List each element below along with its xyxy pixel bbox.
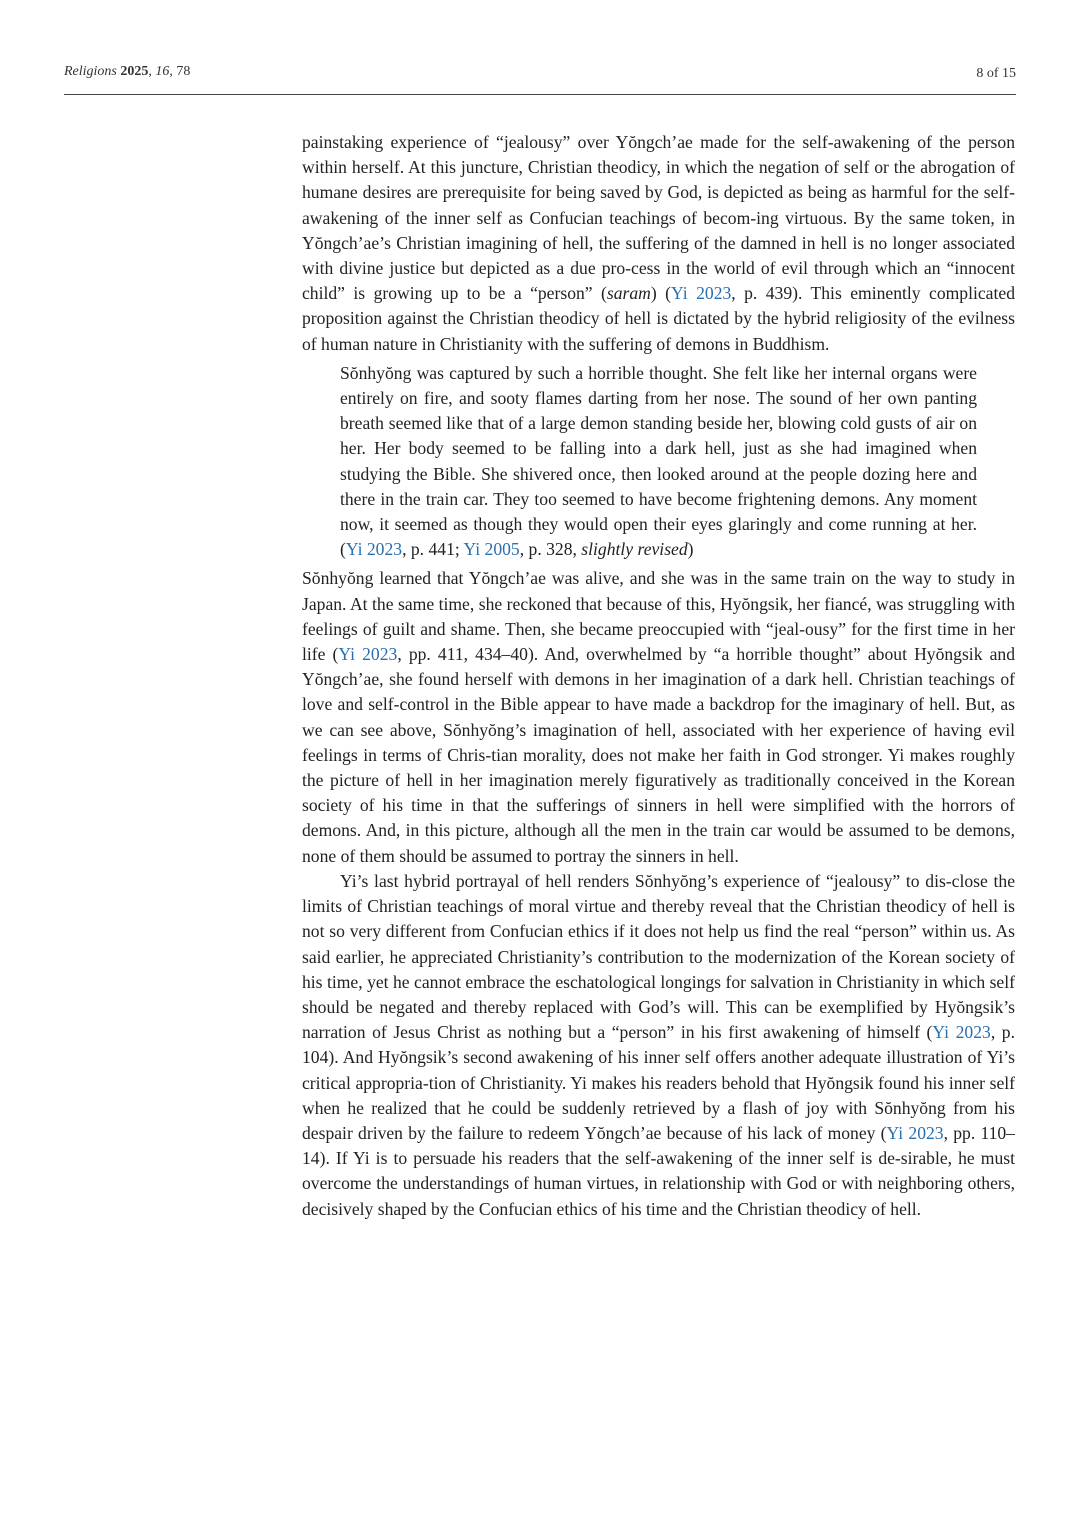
article-body <box>302 130 1015 1222</box>
block-quote <box>340 361 977 563</box>
paragraph-3 <box>302 869 1015 1222</box>
paragraph-text: painstaking experience of “jealousy” over Yŏngch’ae made for the self-awakening of the person within herself. At this juncture, Christian theodicy, in which the negation of self or the abrogation of humane desires are prerequisite for being saved by God, is depicted as being as harmful for the self-awakening of the inner self as Confucian teachings of becom-ing virtuous. By the same token, in Yŏngch’ae’s Christian imagining of hell, the suffering of the damned in hell is no longer associated with divine justice but depicted as a due pro-cess in the world of evil through which an “innocent child” is growing up to be a “person” ( <box>302 132 1015 304</box>
paragraph-text: Sŏnhyŏng learned that Yŏngch’ae was alive, and she was in the same train on the way to study in Japan. At the same time, she reckoned that because of this, Hyŏngsik, her fiancé, was struggling with feelings of guilt and shame. Then, she became preoccupied with “jeal-ousy” for the first time in her life ( <box>302 568 1015 665</box>
citation-link[interactable]: Yi 2023 <box>671 283 732 304</box>
paragraph-text: , p. 104). And Hyŏngsik’s second awakening of his inner self offers another adequate illustration of Yi’s critical appropria-tion of Christianity. Yi makes his readers behold that Hyŏngsik found his inner self when he realized that he could be suddenly retrieved by a flash of joy with Sŏnhyŏng from his despair driven by the failure to redeem Yŏngch’ae because of his lack of money ( <box>302 1022 1015 1143</box>
paragraph-1 <box>302 130 1015 357</box>
paragraph-text: , pp. 411, 434–40). And, overwhelmed by “a horrible thought” about Hyŏngsik and Yŏngch’ae, she found herself with demons in her imagination of a dark hell. Christian teachings of love and self-control in the Bible appear to have made a backdrop for the imaginary of hell. But, as we can see above, Sŏnhyŏng’s imagination of hell, associated with her experience of having evil feelings in terms of Chris-tian morality, does not make her faith in God stronger. Yi makes roughly the picture of hell in her imagination merely figuratively as traditionally conceived in the Korean society of his time in that the sufferings of sinners in hell were simplified with the horrors of demons. And, in this picture, although all the men in the train car would be assumed to be demons, none of them should be assumed to portray the sinners in hell. <box>302 644 1015 866</box>
citation-link[interactable]: Yi 2023 <box>345 539 403 560</box>
quote-text: ) <box>687 539 694 560</box>
italic-note: slightly revised <box>581 539 688 560</box>
italic-term: saram <box>606 283 651 304</box>
paragraph-text: , pp. 110–14). If Yi is to persuade his readers that the self-awakening of the inner self is de-sirable, he must overcome the understandings of human virtues, in relationship with God or with neighboring others, decisively shaped by the Confucian ethics of his time and the Christian theodicy of hell. <box>302 1122 1015 1219</box>
paragraph-text: ) ( <box>650 283 672 304</box>
quote-text: , p. 441; <box>402 539 464 560</box>
citation-link[interactable]: Yi 2023 <box>932 1022 991 1043</box>
journal-volume: 16 <box>155 64 170 79</box>
journal-article: 78 <box>176 64 191 79</box>
page-number: 8 of 15 <box>976 66 1016 81</box>
quote-text: , p. 328, <box>519 539 582 560</box>
paragraph-text: Yi’s last hybrid portrayal of hell renders Sŏnhyŏng’s experience of “jealousy” to dis-close the limits of Christian teachings of moral virtue and thereby reveal that the Christian theodicy of hell is not so very different from Confucian ethics if it does not help us find the real “person” within us. As said earlier, he appreciated Christianity’s contribution to the modernization of the Korean society of his time, yet he cannot embrace the eschatological longings for salvation in Christianity in which self should be negated and thereby replaced with God’s will. This can be exemplified by Hyŏngsik’s narration of Jesus Christ as nothing but a “person” in his first awakening of himself ( <box>302 870 1015 1043</box>
paragraph-text: , p. 439). This eminently complicated proposition against the Christian theodicy of hell is dictated by the hybrid religiosity of the evilness of human nature in Christianity with the suffering of demons in Buddhism. <box>302 283 1015 354</box>
quote-text: Sŏnhyŏng was captured by such a horrible thought. She felt like her internal organs were entirely on fire, and sooty flames darting from her nose. The sound of her own panting breath seemed like that of a large demon standing beside her, blowing cold gusts of air on her. Her body seemed to be falling into a dark hell, just as she had imagined when studying the Bible. She shivered once, then looked around at the people dozing here and there in the train car. They too seemed to have become frightening demons. Any moment now, it seemed as though they would open their eyes glaringly and come running at her. ( <box>340 362 977 560</box>
page-header <box>64 62 1016 95</box>
citation-link[interactable]: Yi 2005 <box>463 539 520 560</box>
citation-link[interactable]: Yi 2023 <box>886 1122 944 1143</box>
paragraph-2 <box>302 566 1015 868</box>
journal-year: 2025 <box>120 64 149 79</box>
journal-name: Religions <box>64 64 117 79</box>
citation-link[interactable]: Yi 2023 <box>338 644 398 665</box>
journal-citation: Religions 2025, 16, 78 <box>64 64 191 79</box>
